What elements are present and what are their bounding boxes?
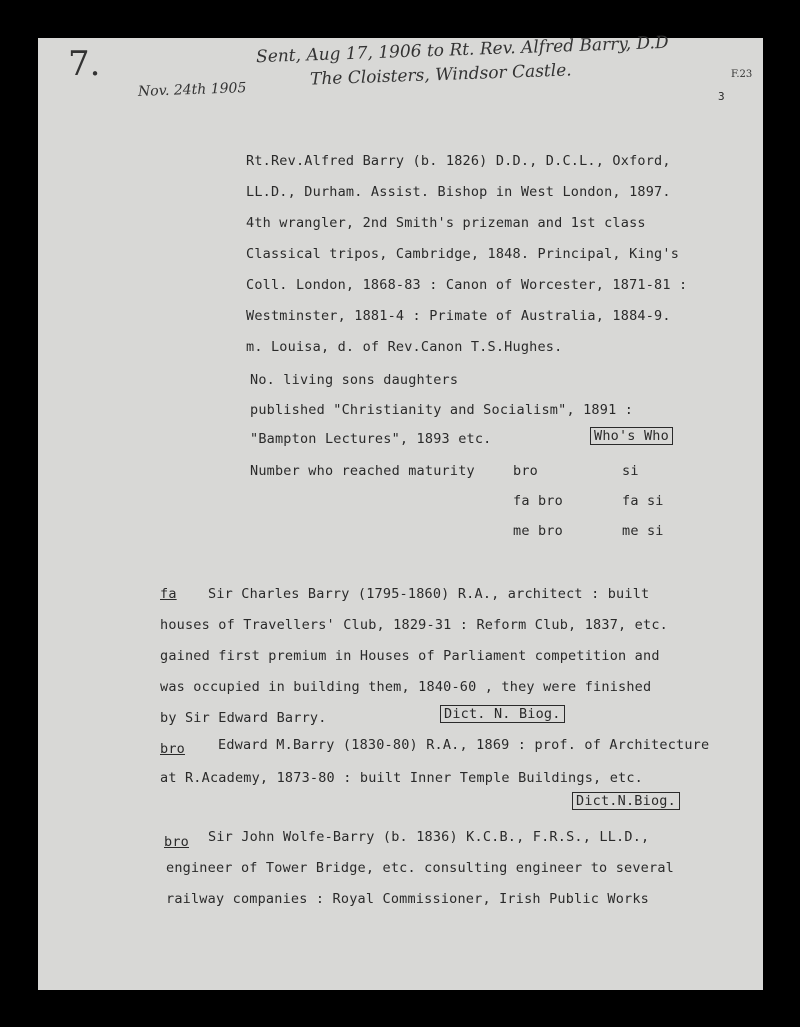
folio-number: 7. <box>68 44 101 84</box>
relative-line: Sir Charles Barry (1795-1860) R.A., architect : built <box>208 586 650 602</box>
subject-line: Classical tripos, Cambridge, 1848. Principal, King's <box>246 246 680 262</box>
maturity-label: Number who reached maturity <box>250 463 475 479</box>
maturity-cell: fa si <box>622 493 664 509</box>
relative-line: Edward M.Barry (1830-80) R.A., 1869 : prof. of Architecture <box>218 737 710 753</box>
subject-line: "Bampton Lectures", 1893 etc. <box>250 431 492 447</box>
subject-line: 4th wrangler, 2nd Smith's prizeman and 1st class <box>246 215 646 231</box>
relative-line: houses of Travellers' Club, 1829-31 : Reform Club, 1837, etc. <box>160 617 668 633</box>
page-number: 3 <box>718 90 725 103</box>
relative-line: Sir John Wolfe-Barry (b. 1836) K.C.B., F.R.S., LL.D., <box>208 829 650 845</box>
maturity-cell: me bro <box>513 523 563 539</box>
subject-line: m. Louisa, d. of Rev.Canon T.S.Hughes. <box>246 339 563 355</box>
maturity-cell: bro <box>513 463 538 479</box>
document-page <box>38 38 763 990</box>
subject-line: Rt.Rev.Alfred Barry (b. 1826) D.D., D.C.L., Oxford, <box>246 153 671 169</box>
relation-label: bro <box>164 834 189 850</box>
folio-reference: F.23 <box>731 69 753 80</box>
date-note: Nov. 24th 1905 <box>137 80 247 100</box>
subject-line: Westminster, 1881-4 : Primate of Australia, 1884-9. <box>246 308 671 324</box>
relative-line: gained first premium in Houses of Parliament competition and <box>160 648 660 664</box>
sent-note-line2: The Cloisters, Windsor Castle. <box>309 60 572 90</box>
source-citation: Who's Who <box>590 427 673 445</box>
relative-line: at R.Academy, 1873-80 : built Inner Temple Buildings, etc. <box>160 770 644 786</box>
subject-line: No. living sons daughters <box>250 372 459 388</box>
relative-line: engineer of Tower Bridge, etc. consulting engineer to several <box>166 860 674 876</box>
relative-line: by Sir Edward Barry. <box>160 710 327 726</box>
subject-line: Coll. London, 1868-83 : Canon of Worcester, 1871-81 : <box>246 277 688 293</box>
sent-note-line1: Sent, Aug 17, 1906 to Rt. Rev. Alfred Barry, D.D <box>255 32 669 68</box>
maturity-cell: me si <box>622 523 664 539</box>
relative-line: was occupied in building them, 1840-60 , they were finished <box>160 679 652 695</box>
relation-label: bro <box>160 741 185 757</box>
relation-label: fa <box>160 586 177 602</box>
relative-line: railway companies : Royal Commissioner, Irish Public Works <box>166 891 650 907</box>
source-citation: Dict.N.Biog. <box>572 792 680 810</box>
maturity-cell: fa bro <box>513 493 563 509</box>
subject-line: LL.D., Durham. Assist. Bishop in West London, 1897. <box>246 184 671 200</box>
subject-line: published "Christianity and Socialism", 1891 : <box>250 402 634 418</box>
maturity-cell: si <box>622 463 639 479</box>
source-citation: Dict. N. Biog. <box>440 705 565 723</box>
